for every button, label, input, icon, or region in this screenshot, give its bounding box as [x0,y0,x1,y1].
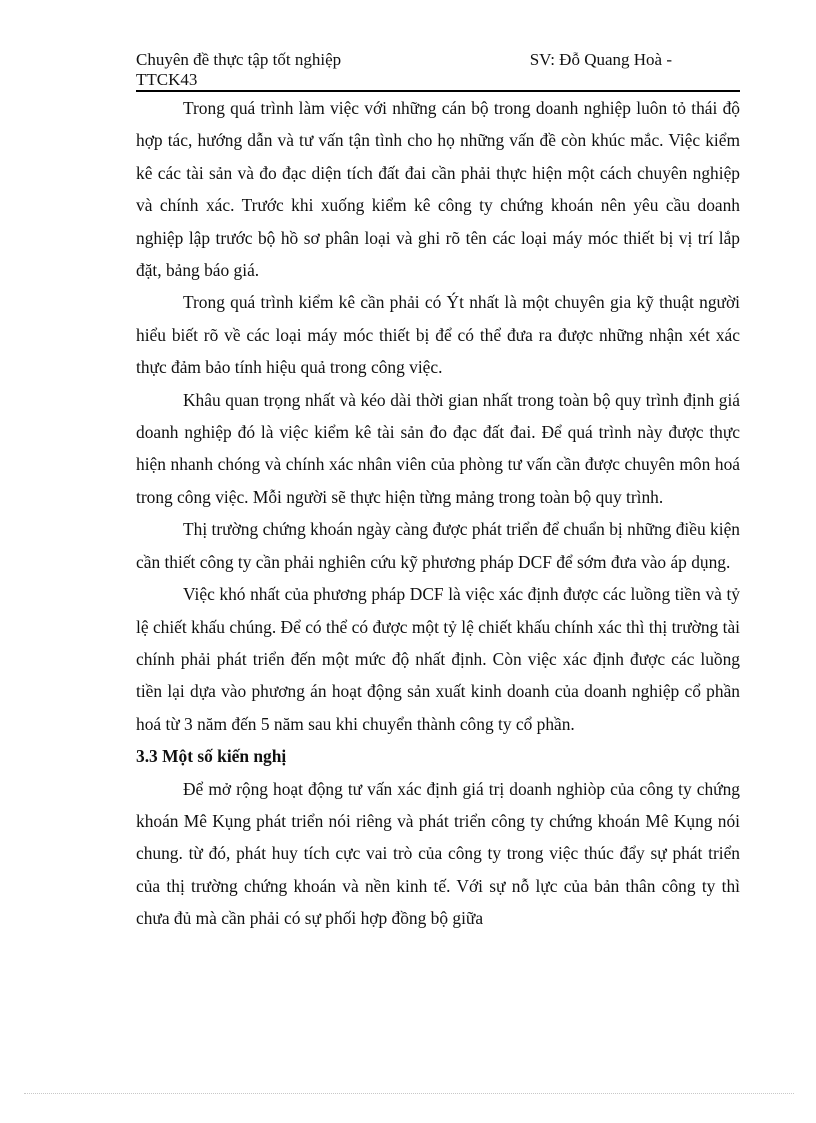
page-bottom-divider [24,1093,794,1094]
document-body [136,92,740,935]
header-class-code: TTCK43 [136,70,198,89]
paragraph-4: Thị trường chứng khoán ngày càng được phát triển để chuẩn bị những điều kiện cần thiết công ty cần phải nghiên cứu kỹ phương pháp DCF để sớm đưa vào áp dụng. [136,519,740,572]
paragraph-2: Trong quá trình kiểm kê cần phải có Ýt nhất là một chuyên gia kỹ thuật người hiểu biết rõ về các loại máy móc thiết bị để có thể đưa ra được những nhận xét xác thực đảm bảo tính hiệu quả trong công việc. [136,292,740,378]
section-heading: 3.3 Một số kiến nghị [136,746,287,767]
paragraph-5: Việc khó nhất của phương pháp DCF là việc xác định được các luồng tiền và tỷ lệ chiết khấu chúng. Để có thể có được một tỷ lệ chiết khấu chính xác thì thị trường tài chính phải phát triển đến một mức độ nhất định. Còn việc xác định được các luồng tiền lại dựa vào phương án hoạt động sản xuất kinh doanh của doanh nghiệp cổ phần hoá từ 3 năm đến 5 năm sau khi chuyển thành công ty cổ phần. [136,584,740,734]
header-document-title: Chuyên đề thực tập tốt nghiệp [136,50,342,69]
paragraph-3: Khâu quan trọng nhất và kéo dài thời gian nhất trong toàn bộ quy trình định giá doanh nghiệp đó là việc kiểm kê tài sản đo đạc đất đai. Để quá trình này được thực hiện nhanh chóng và chính xác nhân viên của phòng tư vấn cần được chuyên môn hoá trong công việc. Mỗi người sẽ thực hiện từng mảng trong toàn bộ quy trình. [136,389,740,507]
page-header [136,50,740,92]
header-row [136,50,740,70]
paragraph-1: Trong quá trình làm việc với những cán bộ trong doanh nghiệp luôn tỏ thái độ hợp tác, hướng dẫn và tư vấn tận tình cho họ những vấn đề còn khúc mắc. Việc kiểm kê các tài sản và đo đạc diện tích đất đai cần phải thực hiện một cách chuyên nghiệp và chính xác. Trước khi xuống kiểm kê công ty chứng khoán nên yêu cầu doanh nghiệp lập trước bộ hồ sơ phân loại và ghi rõ tên các loại máy móc thiết bị vị trí lắp đặt, bảng báo giá. [136,98,740,281]
paragraph-6: Để mở rộng hoạt động tư vấn xác định giá trị doanh nghiòp của công ty chứng khoán Mê Kụng phát triển nói riêng và phát triển công ty chứng khoán Mê Kụng nói chung. từ đó, phát huy tích cực vai trò của công ty trong việc thúc đẩy sự phát triển của thị trường chứng khoán và nền kinh tế. Với sự nỗ lực của bản thân công ty thì chưa đủ mà cần phải có sự phối hợp đồng bộ giữa [136,778,740,929]
header-student-name: SV: Đỗ Quang Hoà - [529,50,672,69]
